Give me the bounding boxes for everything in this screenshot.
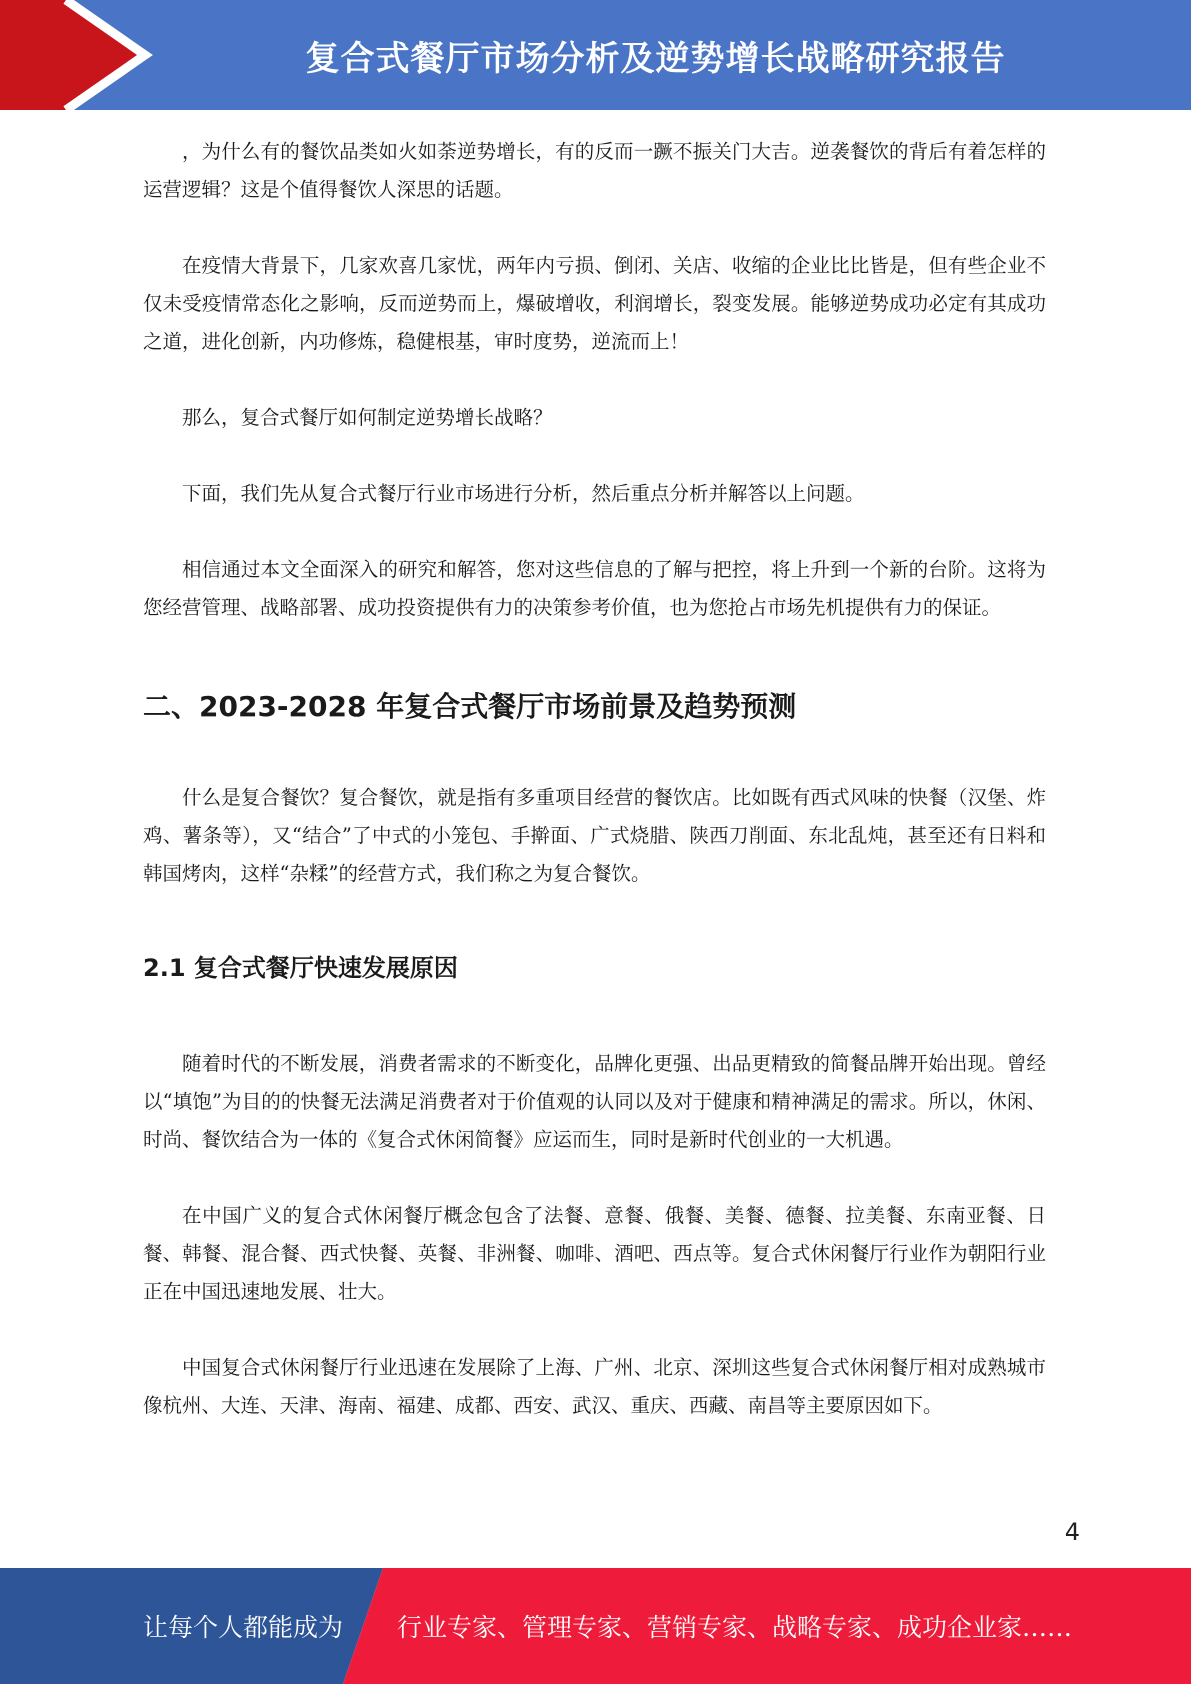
- paragraph-7: 随着时代的不断发展，消费者需求的不断变化，品牌化更强、出品更精致的简餐品牌开始出现。曾经以“填饱”为目的的快餐无法满足消费者对于价值观的认同以及对于健康和精神满足的需求。所以，休闲、时尚、餐饮结合为一体的《复合式休闲简餐》应运而生，同时是新时代创业的一大机遇。: [143, 1052, 1046, 1151]
- paragraph-1: ，为什么有的餐饮品类如火如荼逆势增长，有的反而一蹶不振关门大吉。逆袭餐饮的背后有着怎样的运营逻辑？这是个值得餐饮人深思的话题。: [143, 140, 1046, 201]
- section-heading: 二、2023-2028 年复合式餐厅市场前景及趋势预测: [143, 690, 797, 723]
- paragraph-5: 相信通过本文全面深入的研究和解答，您对这些信息的了解与把控，将上升到一个新的台阶。这将为您经营管理、战略部署、成功投资提供有力的决策参考价值，也为您抢占市场先机提供有力的保证。: [143, 558, 1046, 619]
- paragraph-6: 什么是复合餐饮？复合餐饮，就是指有多重项目经营的餐饮店。比如既有西式风味的快餐（汉堡、炸鸡、薯条等），又“结合”了中式的小笼包、手擀面、广式烧腊、陕西刀削面、东北乱炖，甚至还有日料和韩国烤肉，这样“杂糅”的经营方式，我们称之为复合餐饮。: [143, 786, 1046, 885]
- page-number: 4: [1064, 1518, 1080, 1546]
- paragraph-2: 在疫情大背景下，几家欢喜几家忧，两年内亏损、倒闭、关店、收缩的企业比比皆是，但有些企业不仅未受疫情常态化之影响，反而逆势而上，爆破增收，利润增长，裂变发展。能够逆势成功必定有其成功之道，进化创新，内功修炼，稳健根基，审时度势，逆流而上！: [143, 254, 1046, 353]
- footer-slogan-right: 行业专家、管理专家、营销专家、战略专家、成功企业家……: [397, 1613, 1073, 1642]
- paragraph-4: 下面，我们先从复合式餐厅行业市场进行分析，然后重点分析并解答以上问题。: [182, 482, 865, 505]
- paragraph-3: 那么，复合式餐厅如何制定逆势增长战略？: [182, 406, 553, 429]
- header-banner: [0, 0, 1191, 110]
- paragraph-8: 在中国广义的复合式休闲餐厅概念包含了法餐、意餐、俄餐、美餐、德餐、拉美餐、东南亚餐、日餐、韩餐、混合餐、西式快餐、英餐、非洲餐、咖啡、酒吧、西点等。复合式休闲餐厅行业作为朝阳行业正在中国迅速地发展、壮大。: [143, 1204, 1046, 1303]
- subsection-heading: 2.1 复合式餐厅快速发展原因: [143, 954, 458, 982]
- paragraph-9: 中国复合式休闲餐厅行业迅速在发展除了上海、广州、北京、深圳这些复合式休闲餐厅相对成熟城市像杭州、大连、天津、海南、福建、成都、西安、武汉、重庆、西藏、南昌等主要原因如下。: [143, 1356, 1046, 1417]
- document-body: [143, 133, 1046, 1463]
- footer-banner: [0, 1568, 1191, 1684]
- red-arrow-decoration: [0, 0, 160, 110]
- report-title: 复合式餐厅市场分析及逆势增长战略研究报告: [305, 38, 1006, 79]
- footer-slogan-left: 让每个人都能成为: [143, 1613, 344, 1642]
